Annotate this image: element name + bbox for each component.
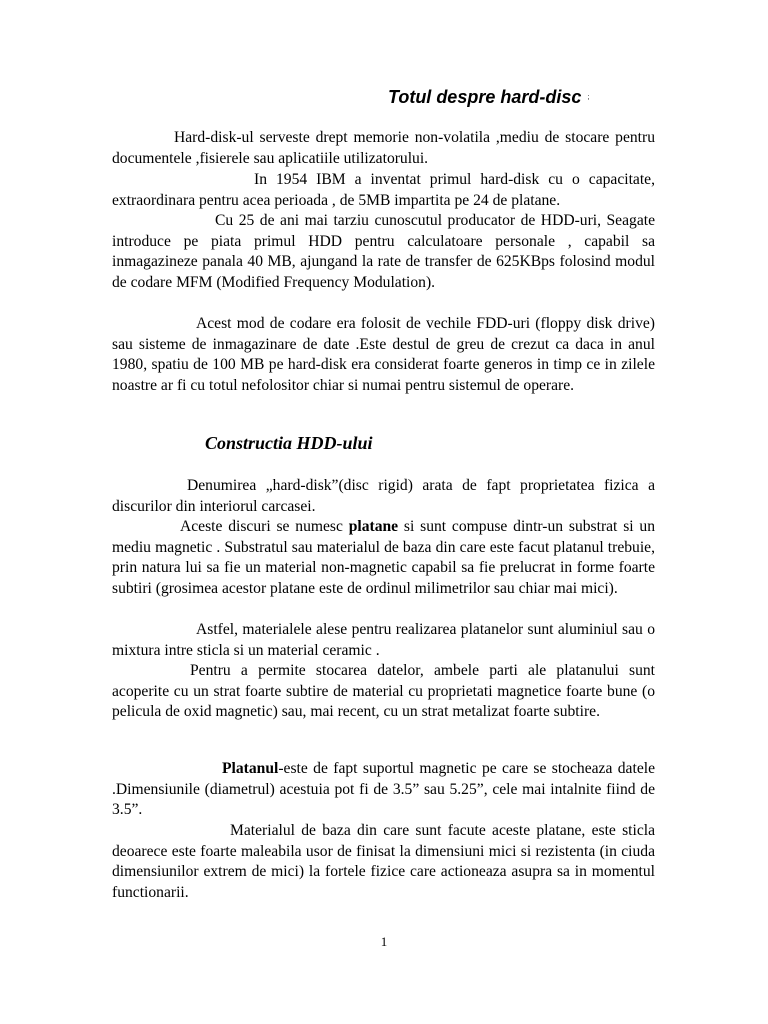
paragraph-material-baza [112, 821, 655, 903]
page-number: 1 [380, 934, 388, 949]
paragraph-materiale [112, 620, 655, 661]
paragraph-text: Denumirea „hard-disk”(disc rigid) arata de fapt proprietatea fizica a discurilor din interiorul carcasei. [112, 477, 655, 515]
paragraph-platanul [112, 759, 655, 821]
title-text: Totul despre hard-disc [388, 87, 582, 107]
paragraph-text-before: Aceste discuri se numesc [180, 518, 349, 535]
paragraph-text: Materialul de baza din care sunt facute aceste platane, este sticla deoarece este foarte maleabila usor de finisat la dimensiuni mici si rezistenta (in ciuda dimensiunilor extrem de mici) la fortele fizice care actioneaza asupra sa in momentul functionarii. [112, 822, 655, 901]
paragraph-text: Astfel, materialele alese pentru realizarea platanelor sunt aluminiul sau o mixtura intre sticla si un material ceramic . [112, 621, 655, 659]
paragraph-mfm [112, 314, 655, 396]
paragraph-ibm-1954 [112, 170, 655, 211]
paragraph-text: Hard-disk-ul serveste drept memorie non-volatila ,mediu de stocare pentru documentele ,fisierele sau aplicatiile utilizatorului. [112, 129, 655, 167]
paragraph-text-after: -este de fapt suportul magnetic pe care se stocheaza datele .Dimensiunile (diametrul) acestuia pot fi de 3.5” sau 5.25”, cele mai intalnite fiind de 3.5”. [112, 760, 655, 819]
term-platanul: Platanul [222, 760, 279, 777]
paragraph-stocare [112, 661, 655, 723]
paragraph-text: Cu 25 de ani mai tarziu cunoscutul producator de HDD-uri, Seagate introduce pe piata primul HDD pentru calculatoare personale , capabil sa inmagazineze panala 40 MB, ajungand la rate de transfer de 625KBps folosind modul de codare MFM (Modified Frequency Modulation). [112, 212, 655, 291]
paragraph-text-after: si sunt compuse dintr-un substrat si un mediu magnetic . Substratul sau materialul de baza din care este facut platanul trebuie, prin natura lui sa fie un material non-magnetic capabil sa fie prelucrat in forme foarte subtiri (grosimea acestor platane este de ordinul milimetrilor sau chiar mai mici). [112, 518, 655, 597]
term-platane: platane [348, 518, 399, 535]
paragraph-intro [112, 128, 655, 169]
title-mark: ; [587, 94, 590, 102]
section-title: Constructia HDD-ului [205, 433, 373, 453]
paragraph-denumirea [112, 476, 655, 517]
document-title [388, 86, 589, 109]
paragraph-text: In 1954 IBM a inventat primul hard-disk cu o capacitate, extraordinara pentru acea perioada , de 5MB impartita pe 24 de platane. [112, 171, 655, 209]
paragraph-text: Pentru a permite stocarea datelor, ambele parti ale platanului sunt acoperite cu un strat foarte subtire de material cu proprietati magnetice foarte bune (o pelicula de oxid magnetic) sau, mai recent, cu un strat metalizat foarte subtire. [112, 662, 655, 721]
paragraph-seagate [112, 211, 655, 293]
paragraph-platane [112, 517, 655, 599]
paragraph-text: Acest mod de codare era folosit de vechile FDD-uri (floppy disk drive) sau sisteme de inmagazinare de date .Este destul de greu de crezut ca daca in anul 1980, spatiu de 100 MB pe hard-disk era considerat foarte generos in timp ce in zilele noastre ar fi cu totul nefolositor chiar si numai pentru sistemul de operare. [112, 315, 655, 394]
